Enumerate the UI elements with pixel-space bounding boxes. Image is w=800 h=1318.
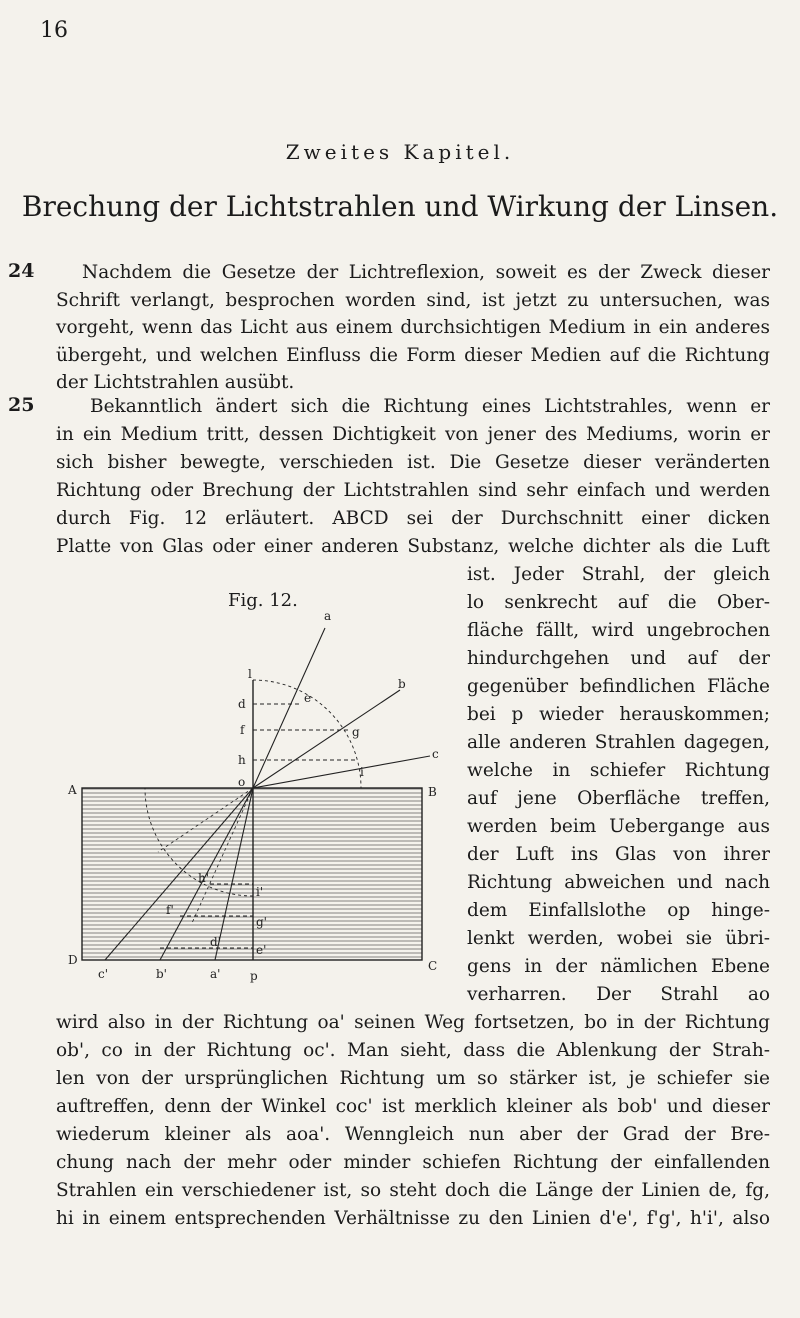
paragraph-25-line: wiederum kleiner als aoa'. Wenngleich nun aber der Grad der Bre-: [56, 1124, 770, 1145]
figure-caption: Fig. 12.: [228, 590, 298, 611]
wrap-line: verharren. Der Strahl ao: [467, 984, 770, 1005]
section-number-24: 24: [8, 260, 35, 282]
label-o: o: [238, 775, 246, 789]
wrap-line: welche in schiefer Richtung: [467, 760, 770, 781]
paragraph-25-line: durch Fig. 12 erläutert. ABCD sei der Durchschnitt einer dicken: [56, 508, 770, 529]
label-C: C: [428, 959, 438, 973]
paragraph-25-line: Bekanntlich ändert sich die Richtung eines Lichtstrahles, wenn er: [90, 396, 770, 417]
wrap-line: bei p wieder herauskommen;: [467, 704, 770, 725]
paragraph-25-line: in ein Medium tritt, dessen Dichtigkeit von jener des Mediums, worin er: [56, 424, 770, 445]
wrap-line: auf jene Oberfläche treffen,: [467, 788, 770, 809]
label-d-prime: d': [210, 935, 221, 949]
paragraph-25-line: wird also in der Richtung oa' seinen Weg fortsetzen, bo in der Richtung: [56, 1012, 770, 1033]
label-A: A: [68, 783, 77, 797]
label-a-prime: a': [210, 967, 221, 981]
chapter-heading: Zweites Kapitel.: [285, 140, 515, 164]
paragraph-25-line: ob', co in der Richtung oc'. Man sieht, dass die Ablenkung der Strah-: [56, 1040, 770, 1061]
paragraph-24: [56, 259, 770, 397]
glass-plate: [82, 788, 422, 960]
wrap-line: fläche fällt, wird ungebrochen: [467, 620, 770, 641]
wrap-line: gens in der nämlichen Ebene: [467, 956, 770, 977]
label-i-prime: i': [256, 885, 264, 899]
paragraph-25-line: sich bisher bewegte, verschieden ist. Die Gesetze dieser veränderten: [56, 452, 770, 473]
label-b: b: [398, 677, 406, 691]
wrap-line: ist. Jeder Strahl, der gleich: [467, 564, 770, 585]
label-f-prime: f': [166, 903, 174, 917]
wrap-line: gegenüber befindlichen Fläche: [467, 676, 770, 697]
label-c: c: [432, 747, 439, 761]
paragraph-25-line: Platte von Glas oder einer anderen Substanz, welche dichter als die Luft: [56, 536, 770, 557]
label-i: i: [360, 765, 364, 779]
label-b-prime: b': [156, 967, 167, 981]
label-p: p: [250, 969, 258, 983]
label-D: D: [68, 953, 78, 967]
label-a: a: [324, 609, 332, 623]
label-l: l: [248, 667, 252, 681]
wrap-line: werden beim Uebergange aus: [467, 816, 770, 837]
ray-c: [253, 756, 430, 788]
label-e-prime: e': [256, 943, 267, 957]
page-number: 16: [40, 18, 68, 43]
section-number-25: 25: [8, 394, 35, 416]
wrap-line: der Luft ins Glas von ihrer: [467, 844, 770, 865]
label-B: B: [428, 785, 437, 799]
label-e: e: [304, 691, 312, 705]
wrap-line: Richtung abweichen und nach: [467, 872, 770, 893]
wrap-line: lenkt werden, wobei sie übri-: [467, 928, 770, 949]
paragraph-25-line: auftreffen, denn der Winkel coc' ist merklich kleiner als bob' und dieser: [56, 1096, 770, 1117]
wrap-line: dem Einfallslothe op hinge-: [467, 900, 770, 921]
wrap-line: hindurchgehen und auf der: [467, 648, 770, 669]
paragraph-25-line: Strahlen ein verschiedener ist, so steht doch die Länge der Linien de, fg,: [56, 1180, 770, 1201]
paragraph-24-text: Nachdem die Gesetze der Lichtreflexion, soweit es der Zweck dieser Schrift verlangt, besprochen worden sind, ist jetzt zu untersuchen, was vorgeht, wenn das Licht aus einem durchsichtigen Medium in ein anderes übergeht, und welchen Einfluss die Form dieser Medien auf die Richtung der Lichtstrahlen ausübt.: [56, 262, 770, 394]
label-h-prime: h': [198, 871, 210, 885]
label-d: d: [238, 697, 246, 711]
paragraph-25-line: hi in einem entsprechenden Verhältnisse zu den Linien d'e', f'g', h'i', also: [56, 1208, 770, 1229]
paragraph-25-line: len von der ursprünglichen Richtung um so stärker ist, je schiefer sie: [56, 1068, 770, 1089]
label-c-prime: c': [98, 967, 109, 981]
wrap-line: lo senkrecht auf die Ober-: [467, 592, 770, 613]
label-h: h: [238, 753, 246, 767]
label-g: g: [352, 725, 360, 739]
section-title: Brechung der Lichtstrahlen und Wirkung der Linsen.: [21, 190, 779, 223]
paragraph-25-line: chung nach der mehr oder minder schiefen Richtung der einfallenden: [56, 1152, 770, 1173]
paragraph-25-line: Richtung oder Brechung der Lichtstrahlen sind sehr einfach und werden: [56, 480, 770, 501]
label-g-prime: g': [256, 915, 267, 929]
label-f: f: [240, 723, 245, 737]
wrap-line: alle anderen Strahlen dagegen,: [467, 732, 770, 753]
figure-12-refraction-diagram: [60, 608, 460, 988]
